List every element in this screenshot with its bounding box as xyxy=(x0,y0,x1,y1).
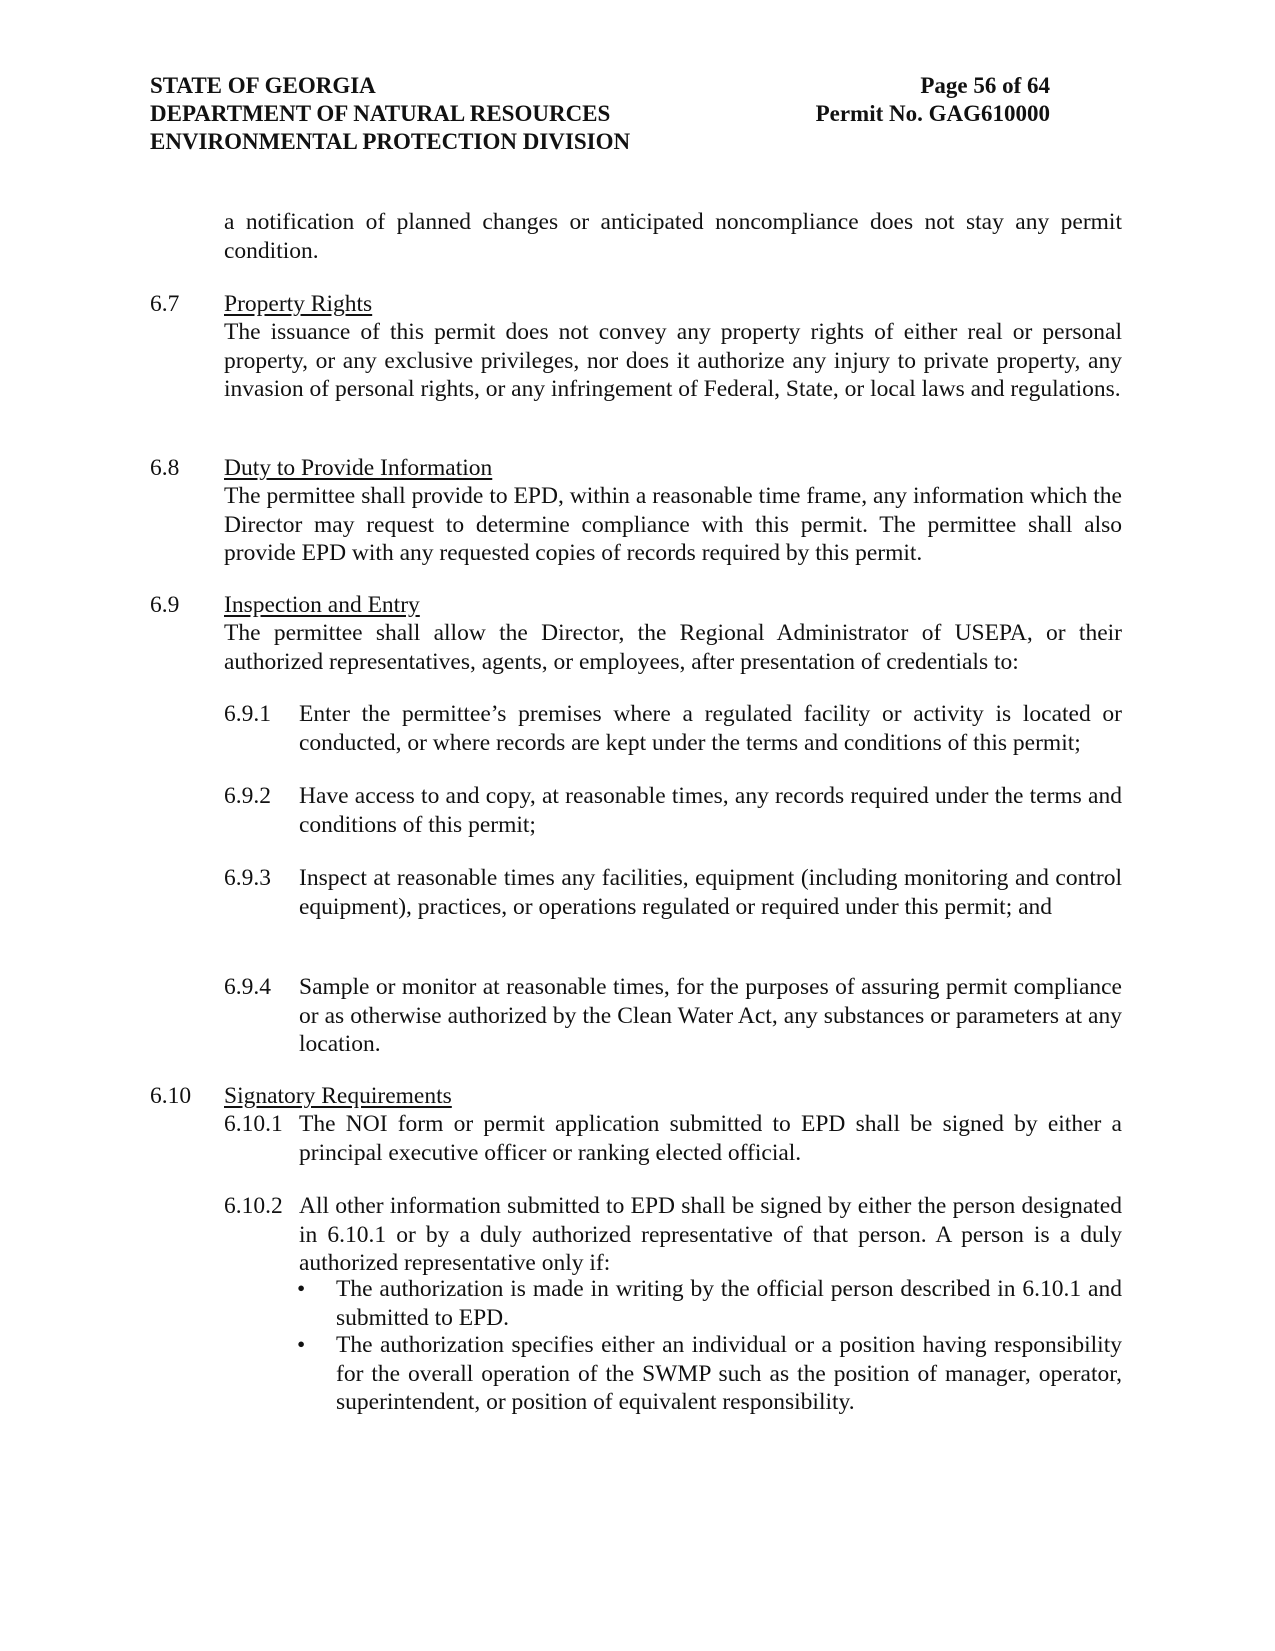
permit-number: Permit No. GAG610000 xyxy=(815,101,1050,126)
section-title-duty-to-provide-information: Duty to Provide Information xyxy=(224,455,493,481)
section-text-duty-to-provide-information: The permittee shall provide to EPD, within a reasonable time frame, any information which the Director may request to determine compliance with this permit. The permittee shall also provide EPD with any requested copies of records required by this permit. xyxy=(224,483,1122,566)
item-text-6-9-1: Enter the permittee’s premises where a regulated facility or activity is located or conducted, or where records are kept under the terms and conditions of this permit; xyxy=(299,701,1122,756)
bullet-text-authorization-specifies-position: The authorization specifies either an individual or a position having responsibility for the overall operation of the SWMP such as the position of manager, operator, superintendent, or position of equivalent responsibility. xyxy=(336,1332,1122,1415)
page-meta-block xyxy=(790,72,1050,128)
item-number-6-10-2: 6.10.2 xyxy=(224,1193,283,1219)
continuation-paragraph: a notification of planned changes or anticipated noncompliance does not stay any permit condition. xyxy=(224,209,1122,264)
item-number-6-9-2: 6.9.2 xyxy=(224,783,271,809)
section-title-inspection-and-entry: Inspection and Entry xyxy=(224,592,420,618)
bullet-marker: • xyxy=(297,1276,306,1302)
page-number: Page 56 of 64 xyxy=(920,73,1050,98)
section-number-6-8: 6.8 xyxy=(150,455,180,481)
item-text-6-10-1: The NOI form or permit application submitted to EPD shall be signed by either a principal executive officer or ranking elected official. xyxy=(299,1111,1122,1166)
item-text-6-10-2: All other information submitted to EPD shall be signed by either the person designated in 6.10.1 or by a duly authorized representative of that person. A person is a duly authorized representative only if: xyxy=(299,1193,1122,1276)
item-number-6-9-1: 6.9.1 xyxy=(224,701,271,727)
bullet-marker: • xyxy=(297,1332,306,1358)
section-title-signatory-requirements: Signatory Requirements xyxy=(224,1083,452,1109)
item-text-6-9-3: Inspect at reasonable times any facilities, equipment (including monitoring and control equipment), practices, or operations regulated or required under this permit; and xyxy=(299,865,1122,920)
item-text-6-9-2: Have access to and copy, at reasonable times, any records required under the terms and conditions of this permit; xyxy=(299,783,1122,838)
item-number-6-9-4: 6.9.4 xyxy=(224,974,271,1000)
section-title-property-rights: Property Rights xyxy=(224,291,373,317)
item-number-6-9-3: 6.9.3 xyxy=(224,865,271,891)
section-text-property-rights: The issuance of this permit does not convey any property rights of either real or personal property, or any exclusive privileges, nor does it authorize any injury to private property, any invasion of personal rights, or any infringement of Federal, State, or local laws and regulations. xyxy=(224,319,1122,402)
agency-department: DEPARTMENT OF NATURAL RESOURCES xyxy=(150,101,611,126)
item-number-6-10-1: 6.10.1 xyxy=(224,1111,283,1137)
item-text-6-9-4: Sample or monitor at reasonable times, for the purposes of assuring permit compliance or as otherwise authorized by the Clean Water Act, any substances or parameters at any location. xyxy=(299,974,1122,1057)
section-number-6-9: 6.9 xyxy=(150,592,180,618)
agency-block xyxy=(150,72,710,156)
section-number-6-10: 6.10 xyxy=(150,1083,192,1109)
agency-division: ENVIRONMENTAL PROTECTION DIVISION xyxy=(150,129,631,154)
bullet-text-authorization-in-writing: The authorization is made in writing by the official person described in 6.10.1 and submitted to EPD. xyxy=(336,1276,1122,1331)
agency-state: STATE OF GEORGIA xyxy=(150,73,376,98)
section-number-6-7: 6.7 xyxy=(150,291,180,317)
section-text-inspection-and-entry: The permittee shall allow the Director, the Regional Administrator of USEPA, or their authorized representatives, agents, or employees, after presentation of credentials to: xyxy=(224,620,1122,675)
